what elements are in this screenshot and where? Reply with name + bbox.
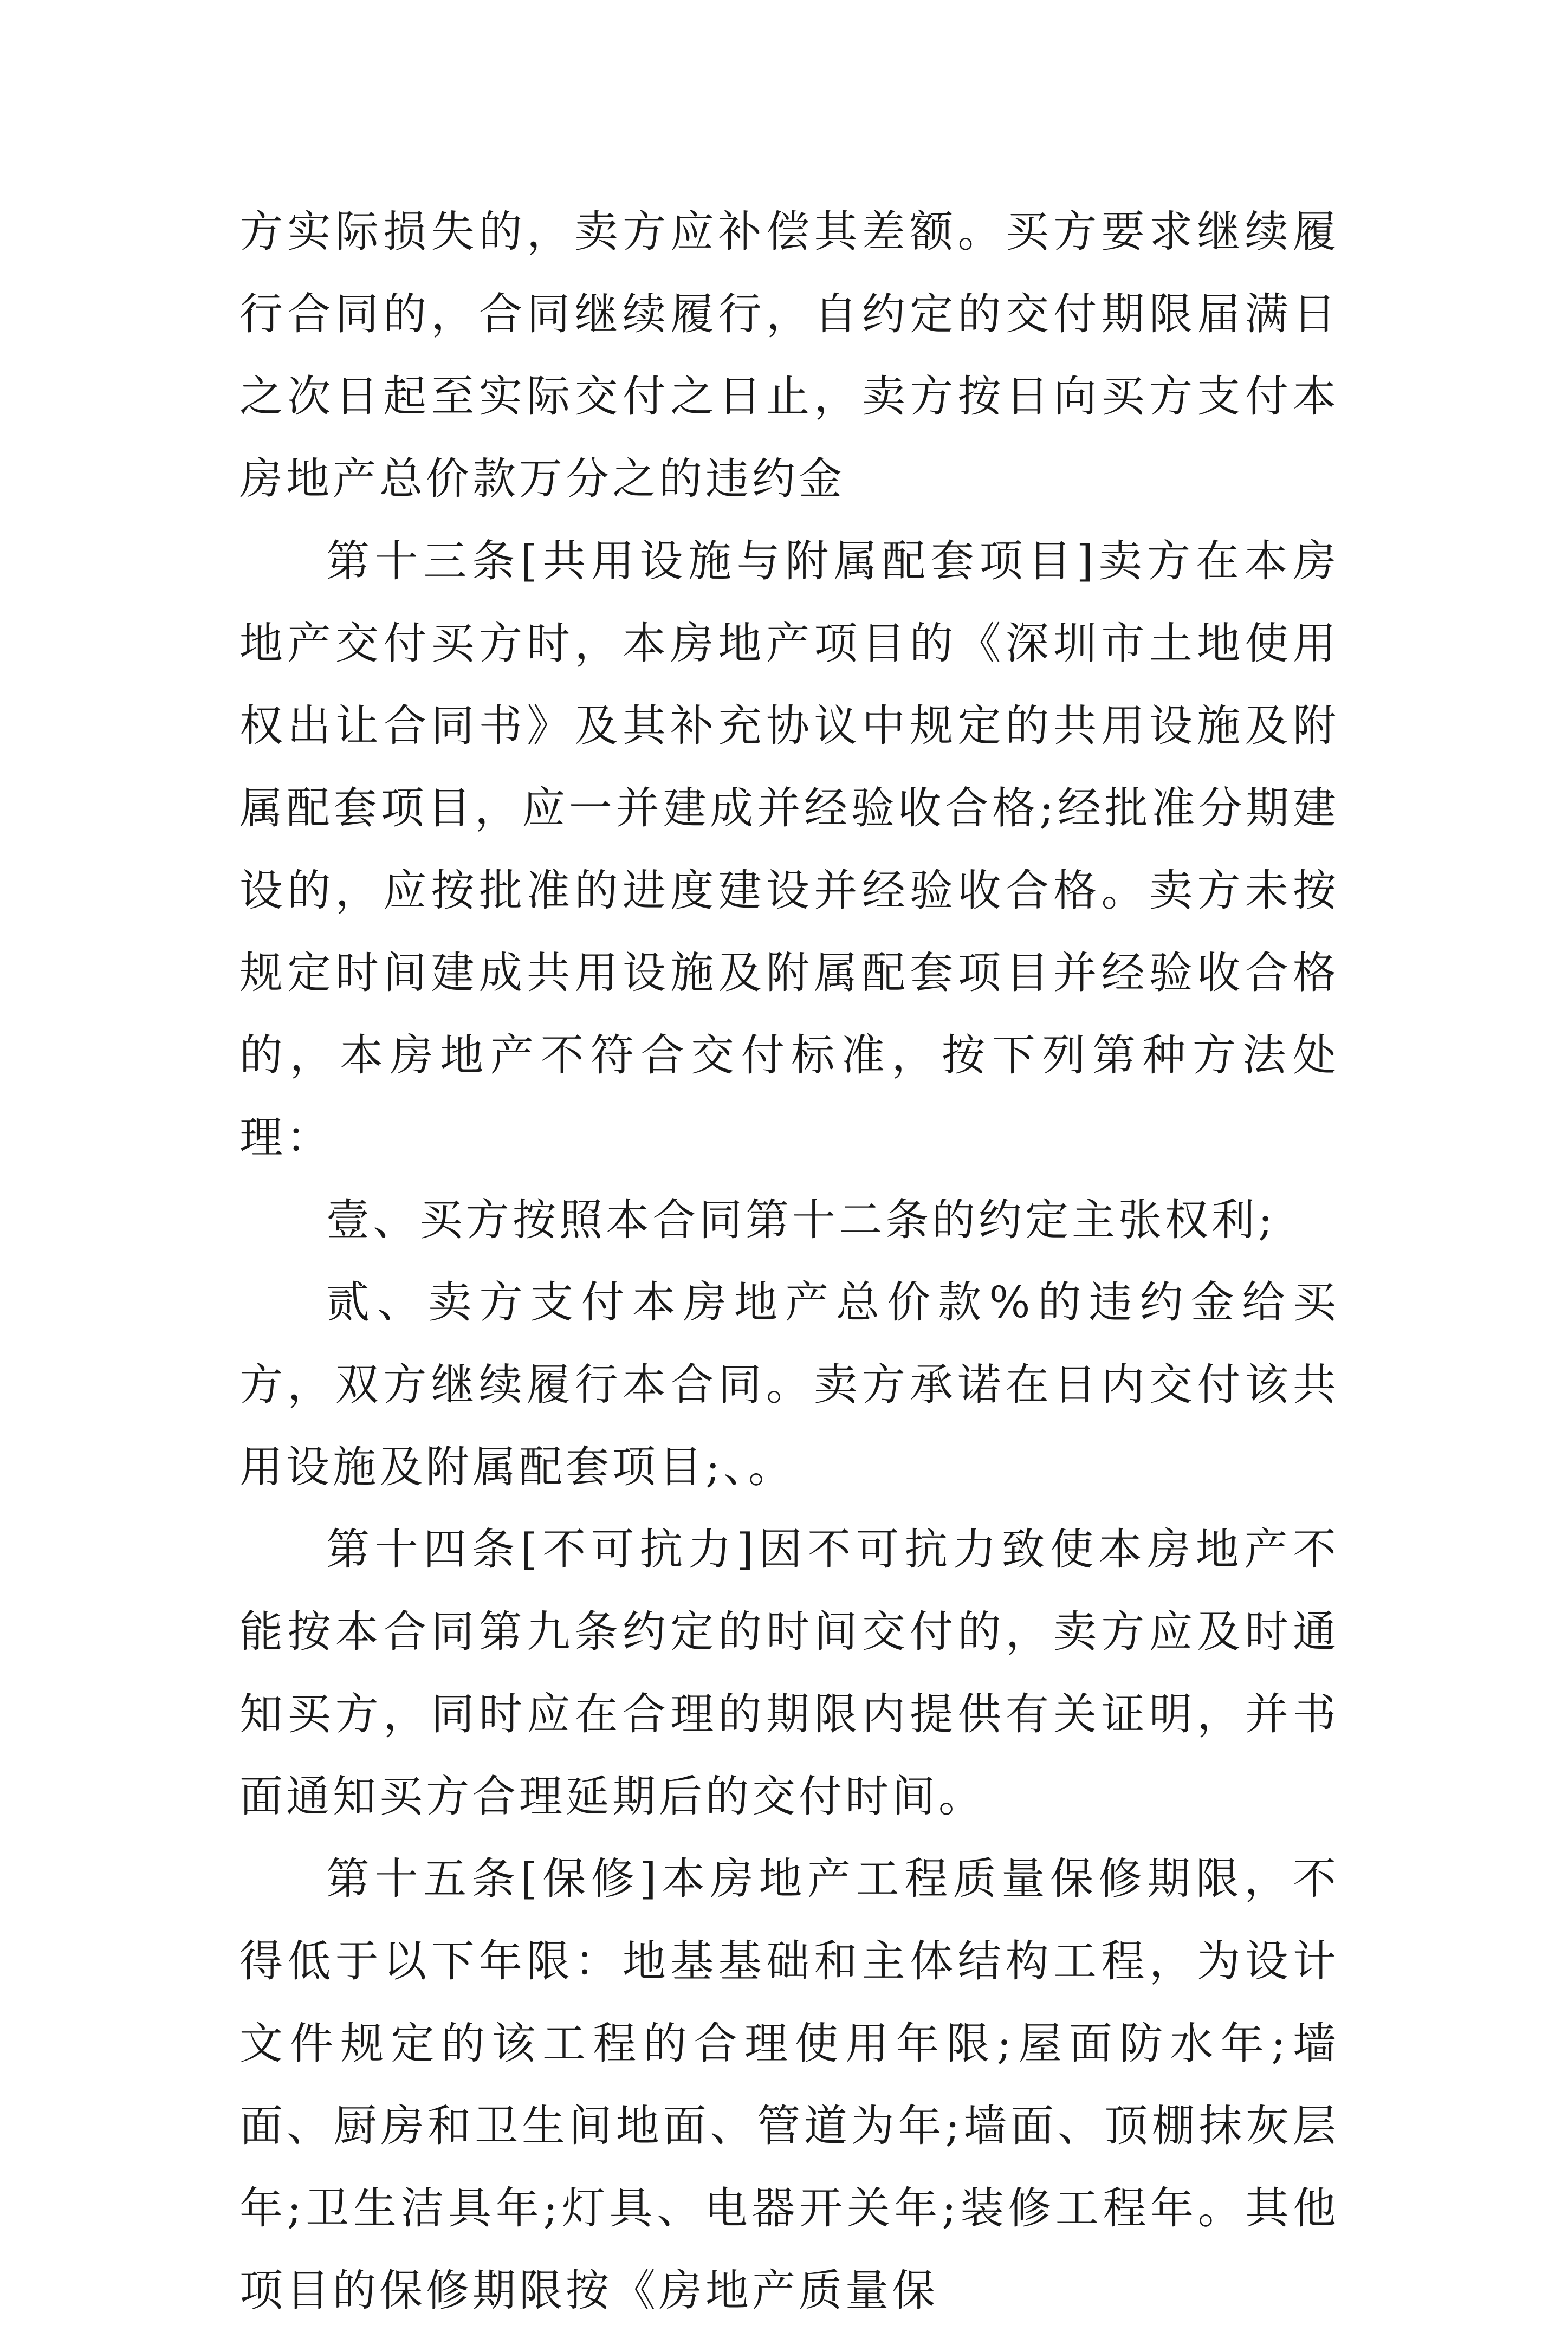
paragraph-article-14: 第十四条[不可抗力]因不可抗力致使本房地产不能按本合同第九条约定的时间交付的，卖方应及时通知买方，同时应在合理的期限内提供有关证明，并书面通知买方合理延期后的交付时间。 (239, 1524, 1339, 1822)
paragraph-article-13: 第十三条[共用设施与附属配套项目]卖方在本房地产交付买方时，本房地产项目的《深圳市土地使用权出让合同书》及其补充协议中规定的共用设施及附属配套项目，应一并建成并经验收合格;经批准分期建设的，应按批准的进度建设并经验收合格。卖方未按规定时间建成共用设施及附属配套项目并经验收合格的，本房地产不符合交付标准，按下列第种方法处理： (239, 536, 1339, 1163)
paragraph-option-two: 贰、卖方支付本房地产总价款%的违约金给买方，双方继续履行本合同。卖方承诺在日内交付该共用设施及附属配套项目;、。 (239, 1277, 1339, 1492)
paragraph-option-one: 壹、买方按照本合同第十二条的约定主张权利; (326, 1195, 1276, 1245)
paragraph-continuation: 方实际损失的，卖方应补偿其差额。买方要求继续履行合同的，合同继续履行，自约定的交付期限届满日之次日起至实际交付之日止，卖方按日向买方支付本房地产总价款万分之的违约金 (239, 206, 1339, 504)
contract-text-body (239, 191, 1339, 2332)
paragraph-article-15: 第十五条[保修]本房地产工程质量保修期限，不得低于以下年限：地基基础和主体结构工程，为设计文件规定的该工程的合理使用年限;屋面防水年;墙面、厨房和卫生间地面、管道为年;墙面、顶棚抹灰层年;卫生洁具年;灯具、电器开关年;装修工程年。其他项目的保修期限按《房地产质量保 (239, 1854, 1339, 2316)
